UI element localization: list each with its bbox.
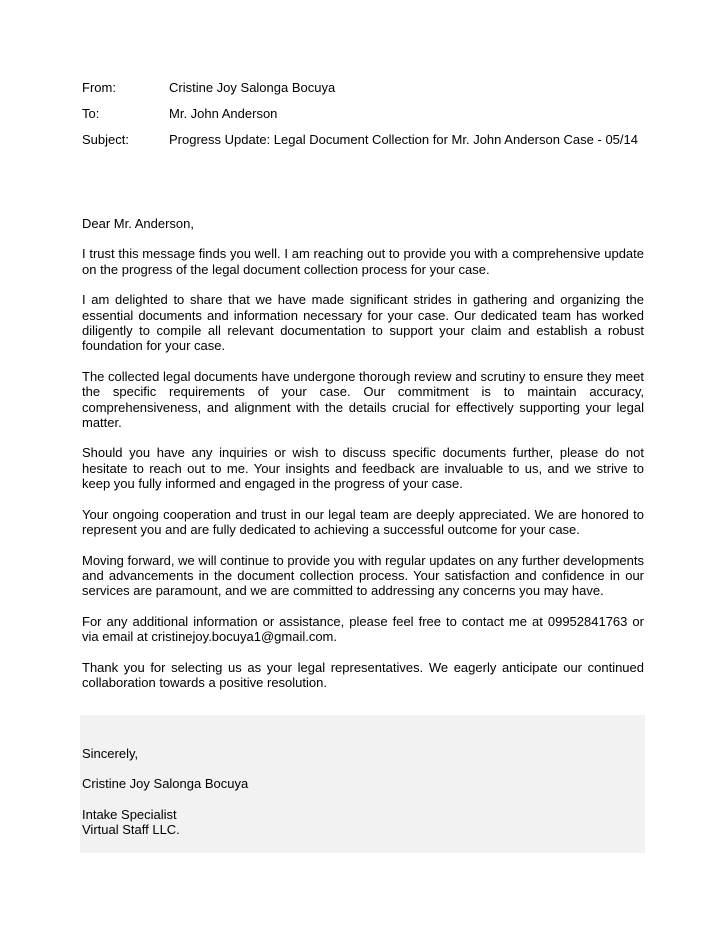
from-value: Cristine Joy Salonga Bocuya bbox=[169, 80, 336, 95]
letter-body bbox=[82, 216, 644, 705]
signature-content bbox=[82, 746, 642, 838]
from-label: From: bbox=[82, 80, 116, 95]
paragraph-progress: I am delighted to share that we have made significant strides in gathering and organizing the essential documents and information necessary for your case. Our dedicated team has worked diligently to compile all relevant documentation to support your claim and establish a robust foundation for your case. bbox=[82, 292, 644, 354]
subject-label: Subject: bbox=[82, 132, 129, 147]
signer-title: Intake Specialist bbox=[82, 806, 177, 822]
subject-value: Progress Update: Legal Document Collection for Mr. John Anderson Case - 05/14 bbox=[169, 132, 638, 147]
subject-row bbox=[82, 132, 652, 158]
paragraph-thanks: Thank you for selecting us as your legal representatives. We eagerly anticipate our continued collaboration towards a positive resolution. bbox=[82, 659, 644, 690]
signer-company: Virtual Staff LLC. bbox=[82, 822, 180, 838]
spacer bbox=[82, 761, 642, 776]
to-row bbox=[82, 106, 652, 132]
salutation: Dear Mr. Anderson, bbox=[82, 216, 194, 231]
closing: Sincerely, bbox=[82, 746, 139, 761]
paragraph-updates: Moving forward, we will continue to provide you with regular updates on any further developments and advancements in the document collection process. Your satisfaction and confidence in our services are paramount, and we are committed to addressing any concerns you may have. bbox=[82, 552, 644, 599]
to-value: Mr. John Anderson bbox=[169, 106, 278, 121]
from-row bbox=[82, 80, 652, 106]
signature-block bbox=[80, 715, 645, 853]
paragraph-contact: For any additional information or assistance, please feel free to contact me at 09952841763 or via email at cristinejoy.bocuya1@gmail.com. bbox=[82, 613, 644, 645]
paragraph-intro: I trust this message finds you well. I am reaching out to provide you with a comprehensive update on the progress of the legal document collection process for your case. bbox=[82, 246, 644, 277]
to-label: To: bbox=[82, 106, 100, 121]
paragraph-cooperation: Your ongoing cooperation and trust in our legal team are deeply appreciated. We are honored to represent you and are fully dedicated to achieving a successful outcome for your case. bbox=[82, 506, 644, 538]
email-header bbox=[82, 80, 652, 158]
paragraph-inquiries: Should you have any inquiries or wish to discuss specific documents further, please do not hesitate to reach out to me. Your insights and feedback are invaluable to us, and we strive to keep you fully informed and engaged in the progress of your case. bbox=[82, 445, 644, 492]
spacer bbox=[82, 792, 642, 807]
paragraph-review: The collected legal documents have undergone thorough review and scrutiny to ensure they meet the specific requirements of your case. Our commitment is to maintain accuracy, comprehensiveness, and alignment with the details crucial for effectively supporting your legal matter. bbox=[82, 368, 644, 431]
signer-name: Cristine Joy Salonga Bocuya bbox=[82, 776, 249, 792]
